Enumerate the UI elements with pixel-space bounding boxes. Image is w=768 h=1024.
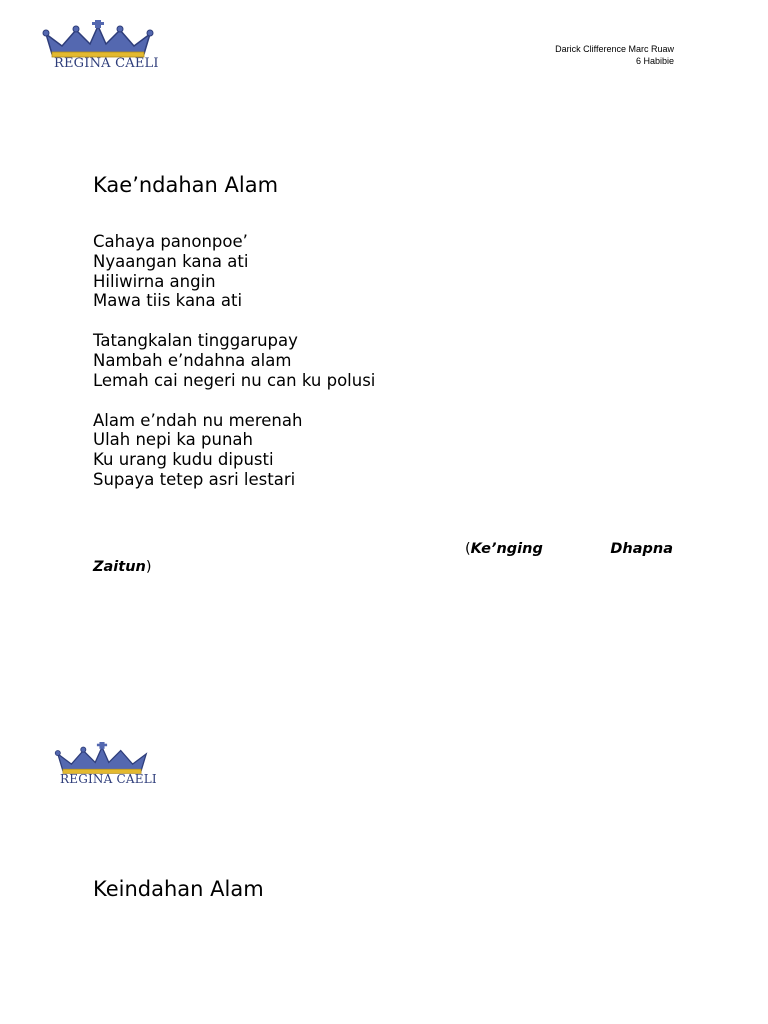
stanza-3 — [93, 411, 375, 490]
poem-line: Hiliwirna angin — [93, 271, 216, 291]
class-name: 6 Habibie — [635, 56, 674, 66]
credit-close-paren: ) — [145, 559, 152, 575]
page2-title: Keindahan Alam — [93, 877, 264, 901]
stanza-1 — [93, 232, 375, 311]
poem-line: Alam e’ndah nu merenah — [93, 410, 303, 430]
credit-word-3: Zaitun — [93, 559, 146, 575]
poem-line: Supaya tetep asri lestari — [93, 469, 296, 489]
poem-line: Nyaangan kana ati — [93, 251, 249, 271]
poem-line: Ulah nepi ka punah — [93, 430, 253, 450]
credit-word-1: Ke’nging — [470, 541, 543, 557]
poem-line: Tatangkalan tinggarupay — [93, 331, 298, 351]
poem-title: Kae’ndahan Alam — [93, 173, 279, 197]
poem-credit — [93, 540, 673, 576]
header-info — [555, 43, 674, 67]
regina-caeli-logo-cropped — [44, 742, 157, 792]
crown-icon — [40, 20, 156, 60]
credit-open-paren: ( — [465, 541, 471, 557]
poem-line: Cahaya panonpoe’ — [93, 232, 248, 251]
poem-line: Mawa tiis kana ati — [93, 291, 243, 311]
poem-body — [93, 232, 375, 490]
poem-line: Nambah e’ndahna alam — [93, 350, 292, 370]
credit-word-2: Dhapna — [610, 541, 673, 557]
poem-line: Lemah cai negeri nu can ku polusi — [93, 370, 376, 390]
regina-caeli-logo — [40, 20, 159, 76]
poem-line: Ku urang kudu dipusti — [93, 450, 274, 470]
crown-icon — [44, 742, 160, 776]
stanza-2 — [93, 331, 375, 390]
logo-text: REGINA CAELI — [54, 56, 159, 71]
author-name: Darick Clifference Marc Ruaw — [555, 44, 674, 54]
logo-text: REGINA CAELI — [60, 772, 157, 786]
